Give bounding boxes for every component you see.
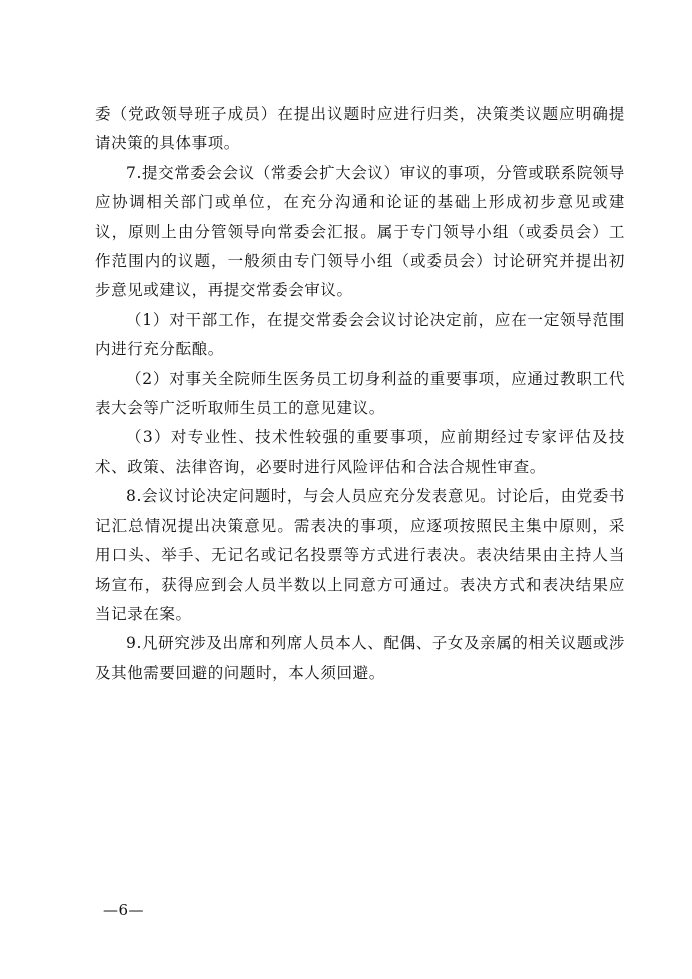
paragraph-item-8: 8.会议讨论决定问题时，与会人员应充分发表意见。讨论后，由党委书记汇总情况提出决策意见。需表决的事项，应逐项按照民主集中原则，采用口头、举手、无记名或记名投票等方式进行表决。表决结果由主持人当场宣布，获得应到会人员半数以上同意方可通过。表决方式和表决结果应当记录在案。: [95, 487, 625, 623]
paragraph-subitem-1: （1）对干部工作，在提交常委会会议讨论决定前，应在一定领导范围内进行充分酝酿。: [95, 310, 625, 359]
paragraph-item-9: 9.凡研究涉及出席和列席人员本人、配偶、子女及亲属的相关议题或涉及其他需要回避的问题时，本人须回避。: [95, 634, 625, 682]
paragraph-subitem-2: （2）对事关全院师生医务员工切身利益的重要事项，应通过教职工代表大会等广泛听取师生员工的意见建议。: [95, 369, 625, 418]
page-number: —6—: [103, 901, 145, 919]
paragraph-subitem-3: （3）对专业性、技术性较强的重要事项，应前期经过专家评估及技术、政策、法律咨询，必要时进行风险评估和合法合规性审查。: [95, 428, 625, 476]
document-body: [95, 100, 625, 688]
paragraph-continuation: 委（党政领导班子成员）在提出议题时应进行归类，决策类议题应明确提请决策的具体事项。: [95, 105, 625, 153]
paragraph-item-7: 7.提交常委会会议（常委会扩大会议）审议的事项，分管或联系院领导应协调相关部门或单位，在充分沟通和论证的基础上形成初步意见或建议，原则上由分管领导向常委会汇报。属于专门领导小组（或委员会）工作范围内的议题，一般须由专门领导小组（或委员会）讨论研究并提出初步意见或建议，再提交常委会审议。: [95, 163, 625, 300]
